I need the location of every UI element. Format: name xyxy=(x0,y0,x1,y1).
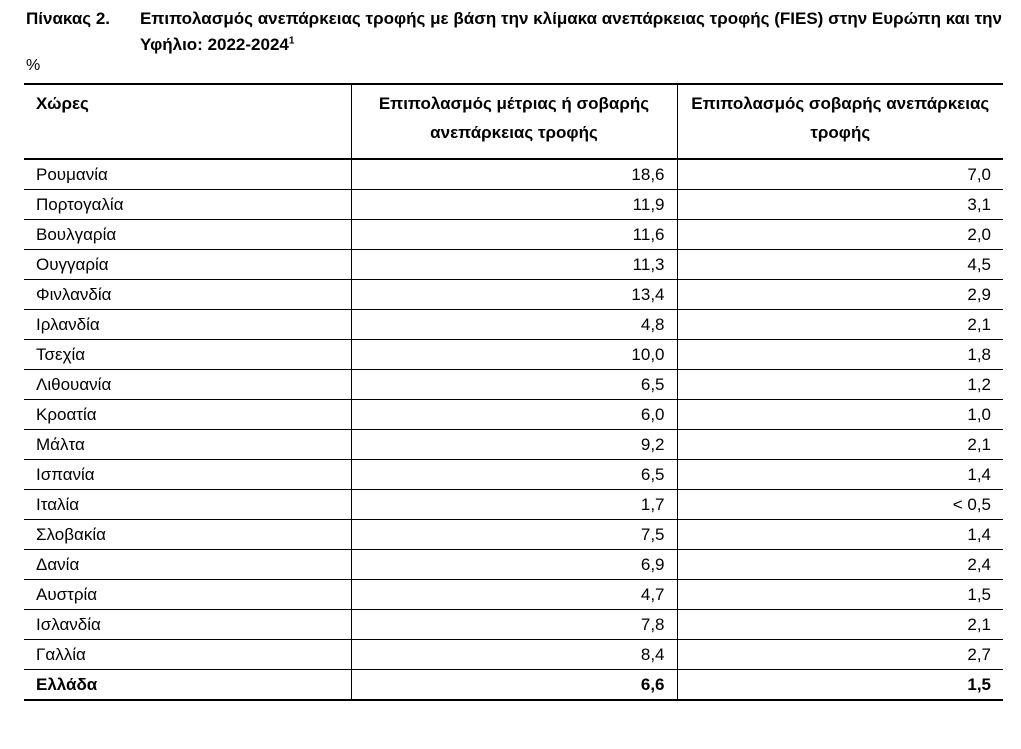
moderate-or-severe-value: 6,6 xyxy=(351,670,677,701)
moderate-or-severe-value: 1,7 xyxy=(351,490,677,520)
table-row xyxy=(24,250,1003,280)
country-cell: Μάλτα xyxy=(24,430,351,460)
unit-label: % xyxy=(26,57,41,74)
moderate-or-severe-value: 4,8 xyxy=(351,310,677,340)
country-cell: Δανία xyxy=(24,550,351,580)
table-row xyxy=(24,670,1003,701)
table-row xyxy=(24,220,1003,250)
severe-value: 1,8 xyxy=(677,340,1003,370)
moderate-or-severe-value: 11,6 xyxy=(351,220,677,250)
table-row xyxy=(24,640,1003,670)
severe-value: < 0,5 xyxy=(677,490,1003,520)
table-row xyxy=(24,520,1003,550)
column-header-severe: Επιπολασμός σοβαρής ανεπάρκειας τροφής xyxy=(677,84,1003,159)
country-cell: Ρουμανία xyxy=(24,159,351,190)
moderate-or-severe-value: 8,4 xyxy=(351,640,677,670)
food-insecurity-table xyxy=(24,83,1003,701)
country-cell: Ιρλανδία xyxy=(24,310,351,340)
footnote-mark: 1 xyxy=(288,35,295,47)
moderate-or-severe-value: 11,9 xyxy=(351,190,677,220)
severe-value: 2,1 xyxy=(677,430,1003,460)
country-cell: Ουγγαρία xyxy=(24,250,351,280)
moderate-or-severe-value: 6,5 xyxy=(351,370,677,400)
severe-value: 1,4 xyxy=(677,460,1003,490)
table-row xyxy=(24,400,1003,430)
table-row xyxy=(24,460,1003,490)
severe-value: 1,2 xyxy=(677,370,1003,400)
moderate-or-severe-value: 9,2 xyxy=(351,430,677,460)
severe-value: 1,0 xyxy=(677,400,1003,430)
country-cell: Φινλανδία xyxy=(24,280,351,310)
moderate-or-severe-value: 6,5 xyxy=(351,460,677,490)
moderate-or-severe-value: 13,4 xyxy=(351,280,677,310)
country-cell: Ιταλία xyxy=(24,490,351,520)
country-cell: Ισλανδία xyxy=(24,610,351,640)
country-cell: Τσεχία xyxy=(24,340,351,370)
table-header-row xyxy=(24,84,1003,159)
country-cell: Λιθουανία xyxy=(24,370,351,400)
severe-value: 2,7 xyxy=(677,640,1003,670)
table-row xyxy=(24,159,1003,190)
severe-value: 7,0 xyxy=(677,159,1003,190)
table-row xyxy=(24,280,1003,310)
moderate-or-severe-value: 7,5 xyxy=(351,520,677,550)
country-cell: Σλοβακία xyxy=(24,520,351,550)
severe-value: 2,1 xyxy=(677,310,1003,340)
severe-value: 1,4 xyxy=(677,520,1003,550)
table-row xyxy=(24,490,1003,520)
table-caption-label: Πίνακας 2. xyxy=(26,9,111,28)
severe-value: 2,0 xyxy=(677,220,1003,250)
severe-value: 2,4 xyxy=(677,550,1003,580)
table-row xyxy=(24,310,1003,340)
moderate-or-severe-value: 6,9 xyxy=(351,550,677,580)
moderate-or-severe-value: 11,3 xyxy=(351,250,677,280)
severe-value: 4,5 xyxy=(677,250,1003,280)
moderate-or-severe-value: 4,7 xyxy=(351,580,677,610)
table-caption-text xyxy=(140,6,1002,58)
table-row xyxy=(24,340,1003,370)
country-cell: Ισπανία xyxy=(24,460,351,490)
table-row xyxy=(24,610,1003,640)
country-cell: Ελλάδα xyxy=(24,670,351,701)
country-cell: Πορτογαλία xyxy=(24,190,351,220)
severe-value: 2,9 xyxy=(677,280,1003,310)
table-caption-title: Επιπολασμός ανεπάρκειας τροφής με βάση την κλίμακα ανεπάρκειας τροφής (FIES) στην Ευρώπη και την Υφήλιο: 2022-2024 xyxy=(140,9,1002,54)
country-cell: Κροατία xyxy=(24,400,351,430)
moderate-or-severe-value: 6,0 xyxy=(351,400,677,430)
moderate-or-severe-value: 10,0 xyxy=(351,340,677,370)
table-row xyxy=(24,430,1003,460)
table-body xyxy=(24,159,1003,700)
column-header-countries: Χώρες xyxy=(24,84,351,159)
severe-value: 3,1 xyxy=(677,190,1003,220)
table-row xyxy=(24,370,1003,400)
severe-value: 1,5 xyxy=(677,670,1003,701)
country-cell: Βουλγαρία xyxy=(24,220,351,250)
moderate-or-severe-value: 18,6 xyxy=(351,159,677,190)
severe-value: 2,1 xyxy=(677,610,1003,640)
country-cell: Γαλλία xyxy=(24,640,351,670)
country-cell: Αυστρία xyxy=(24,580,351,610)
severe-value: 1,5 xyxy=(677,580,1003,610)
table-row xyxy=(24,190,1003,220)
table-row xyxy=(24,580,1003,610)
moderate-or-severe-value: 7,8 xyxy=(351,610,677,640)
table-row xyxy=(24,550,1003,580)
column-header-moderate-or-severe: Επιπολασμός μέτριας ή σοβαρής ανεπάρκειας τροφής xyxy=(351,84,677,159)
